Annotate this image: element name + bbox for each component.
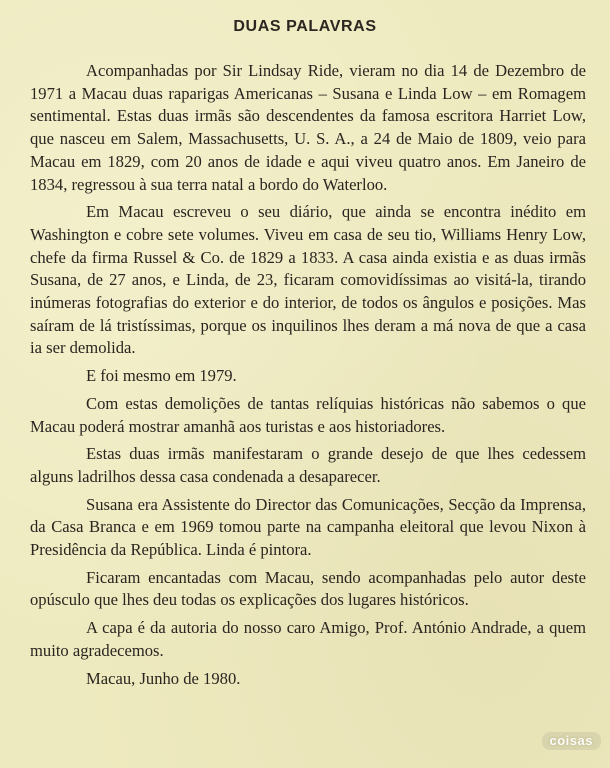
paragraph-2: Em Macau escreveu o seu diário, que ainda se encontra inédito em Washington e cobre sete volumes. Viveu em casa de seu tio, Williams Henry Low, chefe da firma Russel & Co. de 1829 a 1833. A casa ainda existia e as duas irmãs Susana, de 27 anos, e Linda, de 23, ficaram comovidíssimas ao visitá-la, tirando inúmeras fotografias do exterior e do interior, de todos os ângulos e posições. Mas saíram de lá tristíssimas, porque os inquilinos lhes deram a má nova de que a casa ia ser demolida. xyxy=(30,202,586,358)
paragraph-4: Com estas demolições de tantas relíquias históricas não sabemos o que Macau poderá mostrar amanhã aos turistas e aos historiadores. xyxy=(30,393,586,436)
paragraph-1: Acompanhadas por Sir Lindsay Ride, vieram no dia 14 de Dezembro de 1971 a Macau duas raparigas Americanas – Susana e Linda Low – em Romagem sentimental. Estas duas irmãs são descendentes da famosa escritora Harriet Low, que nasceu em Salem, Massachusetts, U. S. A., a 24 de Maio de 1809, veio para Macau em 1829, com 20 anos de idade e aqui viveu quatro anos. Em Janeiro de 1834, regressou à sua terra natal a bordo do Waterloo. xyxy=(30,61,586,194)
paragraph-5: Estas duas irmãs manifestaram o grande desejo de que lhes cedessem alguns ladrilhos dessa casa condenada a desaparecer. xyxy=(30,444,586,486)
paragraph-8: A capa é da autoria do nosso caro Amigo, Prof. António Andrade, a quem muito agradecemos. xyxy=(30,618,586,660)
watermark-logo: coisas xyxy=(542,732,601,750)
paragraph-3: E foi mesmo em 1979. xyxy=(86,366,237,386)
signature-line: Macau, Junho de 1980. xyxy=(86,668,241,688)
paragraph-7: Ficaram encantadas com Macau, sendo acompanhadas pelo autor deste opúsculo que lhes deu todas os explicações dos lugares históricos. xyxy=(30,567,586,610)
page-title: DUAS PALAVRAS xyxy=(233,18,377,35)
body-text xyxy=(30,60,586,695)
paragraph-6: Susana era Assistente do Director das Comunicações, Secção da Imprensa, da Casa Branca e em 1969 tomou parte na campanha eleitoral que levou Nixon à Presidência da República. Linda é pintora. xyxy=(30,494,586,560)
